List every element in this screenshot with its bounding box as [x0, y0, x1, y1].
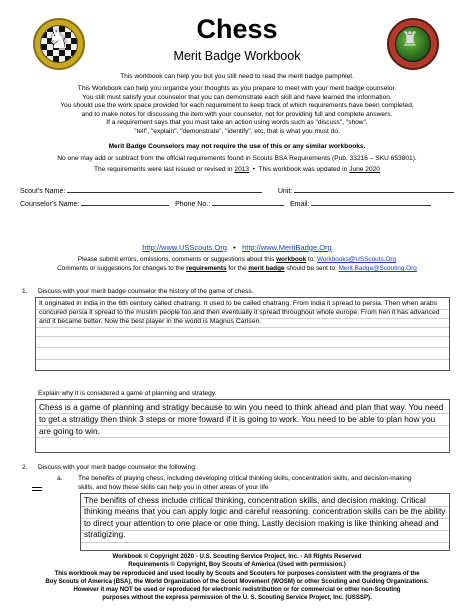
usscouts-link[interactable]: http://www.USScouts.Org	[142, 243, 227, 252]
scout-name-row: Scout's Name: Unit:	[20, 185, 460, 195]
no-add-note: No one may add or subtract from the official requirements found in Scouts BSA Requirements (Pub. 33216 – SKU 653801).	[57, 155, 417, 162]
feedback-line-1: Please submit errors, omissions, comments or suggestions about this workbook to: Workbooks@USScouts.Org	[77, 256, 397, 263]
footer: Workbook © Copyright 2020 - U.S. Scouting Service Project, Inc. - All Rights Reserved Requirements © Copyright, Boy Scouts of America (Used with permission.) This workbook may be reproduced and used locally by Scouts and Scouters for purposes consistent with the programs of the Boy Scouts of America (BSA), the World Organization of the Scout Movement (WOSM) or other Scouting and Guiding Organizations. However it may NOT be used or reproduced for electronic redistribution or for commercial or other non-Scouting purposes without the express permission of the U. S. Scouting Service Project, Inc. (USSSP).	[45, 553, 429, 602]
arrow-marker-icon	[32, 487, 42, 491]
req1-prompt: Discuss with your merit badge counselor the history of the game of chess.	[38, 288, 254, 295]
req2-sub-letter: a.	[57, 475, 63, 482]
scout-name-field[interactable]	[67, 185, 262, 193]
phone-field[interactable]	[212, 198, 284, 206]
req2-prompt: Discuss with your merit badge counselor the following:	[38, 464, 197, 471]
feedback-line-2: Comments or suggestions for changes to the requirements for the merit badge should be sent to: Merit.Badge@Scouting.Org	[57, 265, 417, 272]
resource-links: http://www.USScouts.Org • http://www.MeritBadge.Org	[142, 243, 332, 252]
req1-answer-box[interactable]	[35, 297, 450, 371]
req2-answer-box[interactable]	[80, 493, 450, 551]
req1-answer-box-2[interactable]	[35, 399, 450, 453]
workbooks-email-link[interactable]: Workbooks@USScouts.Org	[316, 256, 397, 263]
req1-number: 1.	[22, 288, 28, 295]
revision-note: The requirements were last issued or revised in 2013 • This workbook was updated in June 2020	[94, 166, 380, 173]
page-subtitle: Merit Badge Workbook	[173, 49, 301, 63]
counselor-note: Merit Badge Counselors may not require the use of this or any similar workbooks.	[108, 143, 366, 150]
meritbadge-link[interactable]: http://www.MeritBadge.Org	[242, 243, 332, 252]
intro-text: This workbook can help you but you still need to read the merit badge pamphlet.	[120, 73, 354, 80]
knight-icon: ♞	[47, 24, 71, 54]
merit-badge-email-link[interactable]: Merit.Badge@Scouting.Org	[338, 265, 417, 272]
email-field[interactable]	[311, 198, 431, 206]
req2-sub-prompt-2: skills, and how these skills can help you in other areas of your life	[78, 484, 269, 491]
instructions-paragraph: This Workbook can help you organize your thoughts as you prepare to meet with your merit badge counselor. You still must satisfy your counselor that you can demonstrate each skill and have learned the information. You should use the work space provided for each requirement to keep track of which requirements have been completed, and to make notes for discussing the item with your counselor, not for providing full and complete answers. If a requirement says that you must take an action using words such as "discuss", "show", "tell", "explain", "demonstrate", "identify", etc, that is what you must do.	[60, 85, 414, 135]
chess-piece-icon: ♜	[401, 29, 419, 51]
req2-answer-text: The benifits of chess include critical thinking, concentration skills, and decision making. Critical thinking means that you can apply logic and careful reasoning. concentration skills can be the ability to direct your attention to one place or one thing. Lastly decision making is like thinking ahead and stratigizing.	[84, 496, 446, 540]
req1-prompt-2: Explain why it is considered a game of planning and strategy.	[38, 390, 217, 397]
req2-number: 2.	[22, 464, 28, 471]
req2-sub-prompt-1: The benefits of playing chess, including developing critical thinking skills, concentration skills, and decision-making	[78, 475, 412, 482]
req1-answer-text-2: Chess is a game of planning and stratigy because to win you need to think ahead and plan that way. You need to get a strratigy then think 3 steps or more foward if it is going to work. You need to be able to plan how you are going to win.	[39, 402, 444, 436]
counselor-name-field[interactable]	[81, 198, 169, 206]
unit-field[interactable]	[294, 185, 454, 193]
counselor-row: Counselor's Name: Phone No.: Email:	[20, 198, 460, 208]
page-title: Chess	[196, 14, 278, 44]
req1-answer-text: It originated in india in the 6th century called chatrang. It used to be called chatrang. From india it spread to persia. Then when arabs concured persia it spread to the muslim people too.and then eventually it spread throughout whole europe. From hen it has advanced and it became better. Now the best player in the world is Magnus Carlsen.	[39, 300, 440, 326]
